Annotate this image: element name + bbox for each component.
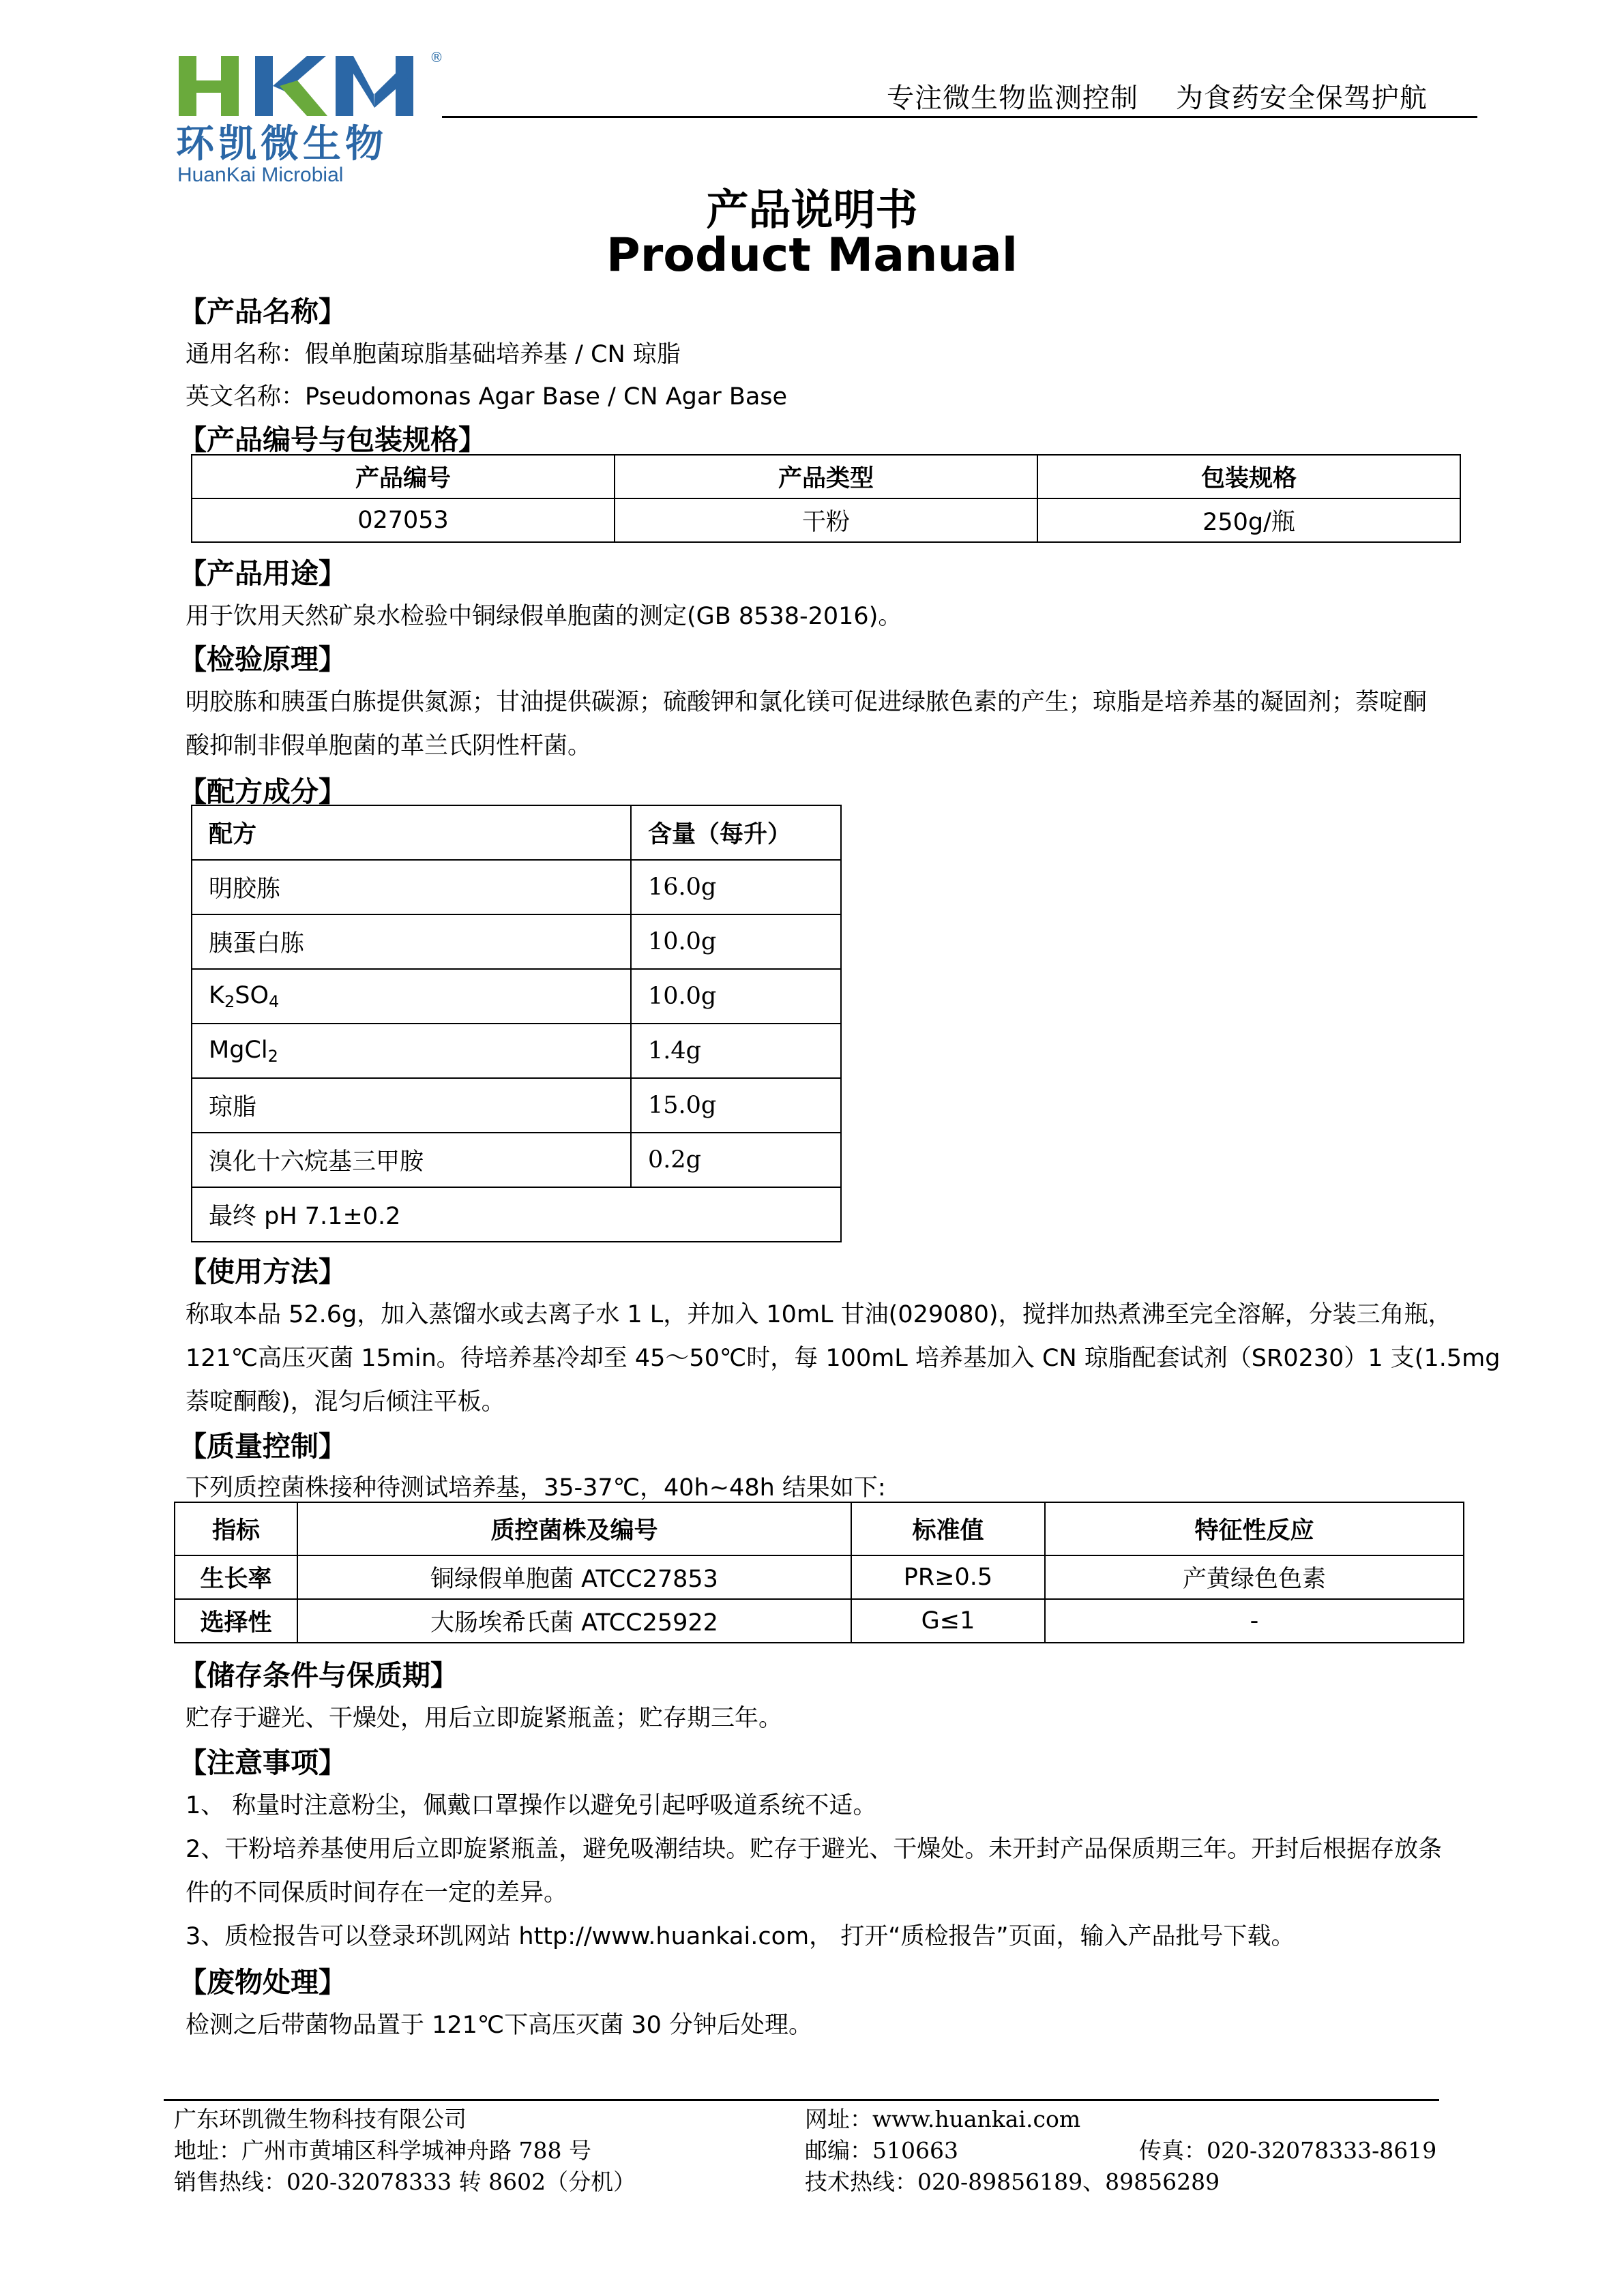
section-heading-qc: 【质量控制】 — [179, 1430, 346, 1463]
ingredient-amount: 10.0g — [631, 914, 841, 969]
table-row — [192, 1187, 841, 1242]
final-ph: 最终 pH 7.1±0.2 — [192, 1187, 841, 1242]
ingredient-name: 明胶胨 — [192, 860, 631, 914]
note-2-line-1: 2、干粉培养基使用后立即旋紧瓶盖，避免吸潮结块。贮存于避光、干燥处。未开封产品保质期三年。开封后根据存放条 — [186, 1836, 1443, 1863]
ingredient-name — [192, 1024, 631, 1078]
ingredient-name: 胰蛋白胨 — [192, 914, 631, 969]
footer-sales-hotline: 销售热线：020-32078333 转 8602（分机） — [174, 2168, 636, 2195]
ingredient-amount: 0.2g — [631, 1133, 841, 1187]
spec-table — [191, 454, 1461, 543]
formula-part: K — [209, 981, 224, 1009]
common-name: 通用名称：假单胞菌琼脂基础培养基 / CN 琼脂 — [186, 341, 681, 368]
english-name: 英文名称：Pseudomonas Agar Base / CN Agar Base — [186, 383, 788, 411]
table-header-cell: 包装规格 — [1037, 455, 1460, 498]
principle-line-1: 明胶胨和胰蛋白胨提供氮源；甘油提供碳源；硫酸钾和氯化镁可促进绿脓色素的产生；琼脂是培养基的凝固剂；萘啶酮 — [186, 689, 1428, 716]
table-header-cell: 质控菌株及编号 — [297, 1502, 851, 1555]
company-slogan: 专注微生物监测控制 为食药安全保驾护航 — [887, 83, 1428, 114]
logo-english-name: HuanKai Microbial — [177, 164, 344, 186]
table-cell: 产黄绿色色素 — [1045, 1555, 1464, 1599]
section-heading-notes: 【注意事项】 — [179, 1746, 346, 1779]
table-row — [192, 914, 841, 969]
note-2-line-2: 件的不同保质时间存在一定的差异。 — [186, 1879, 568, 1907]
usage-text: 用于饮用天然矿泉水检验中铜绿假单胞菌的测定(GB 8538-2016)。 — [186, 603, 902, 630]
footer-website: 网址：www.huankai.com — [805, 2106, 1081, 2132]
table-cell: 大肠埃希氏菌 ATCC25922 — [297, 1599, 851, 1643]
qc-table — [174, 1502, 1464, 1643]
table-cell: PR≥0.5 — [851, 1555, 1045, 1599]
formula-part: SO — [235, 981, 269, 1009]
table-row — [192, 498, 1460, 542]
table-header-cell: 产品类型 — [615, 455, 1037, 498]
formula-subscript: 4 — [269, 992, 280, 1011]
table-row — [192, 1133, 841, 1187]
note-3: 3、质检报告可以登录环凯网站 http://www.huankai.com， 打开“质检报告”页面，输入产品批号下载。 — [186, 1923, 1295, 1950]
table-cell: 027053 — [192, 498, 615, 542]
footer-fax: 传真：020-32078333-8619 — [1139, 2137, 1437, 2164]
table-row — [192, 1024, 841, 1078]
ingredient-name: 琼脂 — [192, 1078, 631, 1133]
section-heading-usage: 【产品用途】 — [179, 557, 346, 590]
table-row — [175, 1599, 1464, 1643]
table-header-cell: 配方 — [192, 805, 631, 860]
section-heading-method: 【使用方法】 — [179, 1255, 346, 1288]
section-heading-storage: 【储存条件与保质期】 — [179, 1659, 458, 1692]
registered-mark: ® — [430, 49, 443, 65]
footer-tech-hotline: 技术热线：020-89856189、89856289 — [805, 2168, 1220, 2195]
table-row — [175, 1555, 1464, 1599]
table-cell: 生长率 — [175, 1555, 297, 1599]
disposal-text: 检测之后带菌物品置于 121℃下高压灭菌 30 分钟后处理。 — [186, 2012, 813, 2039]
table-cell: G≤1 — [851, 1599, 1045, 1643]
logo-chinese-name: 环凯微生物 — [176, 122, 387, 166]
ingredient-amount: 10.0g — [631, 969, 841, 1024]
section-heading-principle: 【检验原理】 — [179, 643, 346, 676]
table-row — [192, 969, 841, 1024]
note-1: 1、 称量时注意粉尘，佩戴口罩操作以避免引起呼吸道系统不适。 — [186, 1792, 877, 1819]
formula-table — [191, 805, 842, 1242]
formula-part: MgCl — [209, 1036, 268, 1064]
table-header-cell: 产品编号 — [192, 455, 615, 498]
section-heading-formula: 【配方成分】 — [179, 775, 346, 808]
company-logo — [176, 46, 462, 186]
method-line-3: 萘啶酮酸)，混匀后倾注平板。 — [186, 1388, 505, 1416]
ingredient-amount: 15.0g — [631, 1078, 841, 1133]
table-cell: 铜绿假单胞菌 ATCC27853 — [297, 1555, 851, 1599]
ingredient-name — [192, 969, 631, 1024]
principle-line-2: 酸抑制非假单胞菌的革兰氏阴性杆菌。 — [186, 732, 592, 760]
table-header-cell: 指标 — [175, 1502, 297, 1555]
table-header-cell: 标准值 — [851, 1502, 1045, 1555]
table-header-cell: 含量（每升） — [631, 805, 841, 860]
footer-address: 地址：广州市黄埔区科学城神舟路 788 号 — [174, 2137, 591, 2164]
ingredient-amount: 1.4g — [631, 1024, 841, 1078]
table-cell: 选择性 — [175, 1599, 297, 1643]
table-cell: 干粉 — [615, 498, 1037, 542]
formula-subscript: 2 — [267, 1046, 278, 1066]
table-header-row — [175, 1502, 1464, 1555]
footer-company: 广东环凯微生物科技有限公司 — [174, 2106, 467, 2132]
section-heading-name: 【产品名称】 — [179, 295, 346, 328]
footer-divider — [164, 2099, 1439, 2101]
title-chinese: 产品说明书 — [706, 185, 918, 235]
ingredient-name: 溴化十六烷基三甲胺 — [192, 1133, 631, 1187]
method-line-1: 称取本品 52.6g，加入蒸馏水或去离子水 1 L，并加入 10mL 甘油(029080)，搅拌加热煮沸至完全溶解，分装三角瓶， — [186, 1301, 1452, 1328]
storage-text: 贮存于避光、干燥处，用后立即旋紧瓶盖；贮存期三年。 — [186, 1705, 783, 1732]
method-line-2: 121℃高压灭菌 15min。待培养基冷却至 45～50℃时，每 100mL 培养基加入 CN 琼脂配套试剂（SR0230）1 支(1.5mg — [186, 1345, 1501, 1372]
qc-intro: 下列质控菌株接种待测试培养基，35-37℃，40h~48h 结果如下: — [186, 1474, 886, 1502]
table-header-row — [192, 805, 841, 860]
table-row — [192, 1078, 841, 1133]
formula-subscript: 2 — [224, 992, 235, 1011]
header-divider — [442, 116, 1477, 118]
section-heading-spec: 【产品编号与包装规格】 — [179, 423, 486, 456]
table-cell: - — [1045, 1599, 1464, 1643]
table-row — [192, 860, 841, 914]
ingredient-amount: 16.0g — [631, 860, 841, 914]
footer-postcode: 邮编：510663 — [805, 2137, 958, 2164]
title-english: Product Manual — [606, 228, 1018, 282]
section-heading-disposal: 【废物处理】 — [179, 1966, 346, 1999]
table-header-cell: 特征性反应 — [1045, 1502, 1464, 1555]
table-header-row — [192, 455, 1460, 498]
table-cell: 250g/瓶 — [1037, 498, 1460, 542]
hkm-logo-icon — [176, 46, 435, 120]
